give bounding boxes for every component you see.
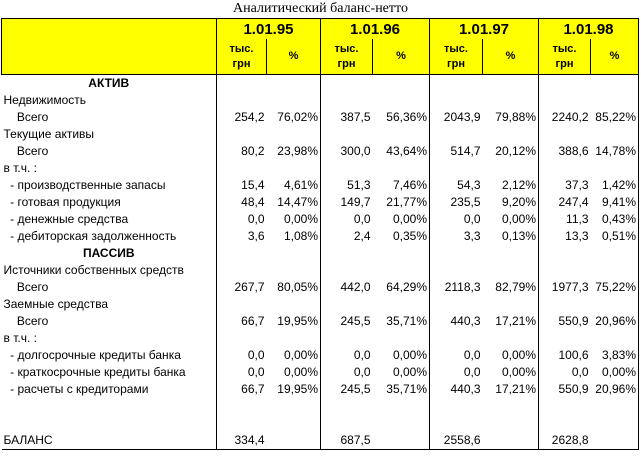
- percent-cell: 35,71%: [386, 382, 427, 396]
- percent-cell: 82,79%: [495, 280, 536, 294]
- period-header-1997: 1.01.97: [430, 19, 539, 40]
- percent-cell: [591, 398, 639, 415]
- percent-cell: 76,02%: [277, 110, 318, 124]
- amount-cell: [430, 398, 483, 415]
- percent-cell: [373, 245, 430, 262]
- amount-cell: 66,7: [217, 381, 267, 398]
- amount-cell: 0,0: [217, 211, 267, 228]
- percent-cell: [591, 415, 639, 432]
- amount-cell: 550,9: [539, 313, 591, 330]
- section-row: [2, 245, 639, 262]
- row-label: [2, 398, 217, 415]
- amount-cell: 37,3: [539, 177, 591, 194]
- amount-cell: [539, 160, 591, 177]
- amount-cell: [321, 296, 373, 313]
- percent-cell: [267, 262, 321, 279]
- table-row: [2, 126, 639, 143]
- table-row: [2, 109, 639, 126]
- amount-cell: 11,3: [539, 211, 591, 228]
- percent-cell: [483, 296, 539, 313]
- percent-cell: 2,12%: [501, 178, 536, 192]
- row-label: - производственные запасы: [3, 178, 166, 192]
- amount-cell: [539, 398, 591, 415]
- amount-cell: [539, 245, 591, 262]
- table-row: [2, 211, 639, 228]
- table-row: [2, 381, 639, 398]
- table-row: [2, 313, 639, 330]
- row-label: Всего: [3, 314, 49, 328]
- row-label: Текущие активы: [3, 127, 95, 141]
- percent-cell: 35,71%: [386, 314, 427, 328]
- percent-cell: [267, 92, 321, 109]
- unit-label-percent: %: [267, 39, 321, 75]
- row-label: [2, 415, 217, 432]
- table-row: [2, 364, 639, 381]
- amount-cell: 2628,8: [539, 432, 591, 450]
- percent-cell: 19,95%: [277, 382, 318, 396]
- amount-cell: 54,3: [430, 177, 483, 194]
- percent-cell: 17,21%: [495, 382, 536, 396]
- amount-cell: 66,7: [217, 313, 267, 330]
- amount-cell: 387,5: [321, 109, 373, 126]
- percent-cell: 14,78%: [591, 143, 639, 160]
- percent-cell: 0,00%: [501, 348, 536, 362]
- row-label: Всего: [3, 280, 49, 294]
- amount-cell: [539, 415, 591, 432]
- amount-cell: [430, 126, 483, 143]
- percent-cell: 3,83%: [591, 347, 639, 364]
- amount-cell: [321, 245, 373, 262]
- amount-cell: 0,0: [321, 347, 373, 364]
- row-label: - краткосрочные кредиты банка: [3, 365, 186, 379]
- amount-cell: 2,4: [321, 228, 373, 245]
- amount-cell: 0,0: [430, 364, 483, 381]
- amount-cell: [539, 75, 591, 93]
- percent-cell: 0,00%: [392, 365, 427, 379]
- unit-label-percent: %: [483, 39, 539, 75]
- percent-cell: 1,42%: [591, 177, 639, 194]
- amount-cell: [217, 262, 267, 279]
- percent-cell: [373, 330, 430, 347]
- unit-header-row: [2, 39, 639, 75]
- percent-cell: 9,20%: [501, 195, 536, 209]
- amount-cell: [217, 296, 267, 313]
- amount-cell: 13,3: [539, 228, 591, 245]
- row-label: БАЛАНС: [2, 432, 217, 450]
- amount-cell: 0,0: [430, 211, 483, 228]
- percent-cell: 14,47%: [277, 195, 318, 209]
- amount-cell: 334,4: [217, 432, 267, 450]
- balance-table: [1, 18, 639, 450]
- amount-cell: [217, 126, 267, 143]
- percent-cell: 0,51%: [591, 228, 639, 245]
- percent-cell: [373, 262, 430, 279]
- percent-cell: 85,22%: [591, 109, 639, 126]
- unit-label-percent: %: [373, 39, 430, 75]
- amount-cell: [321, 92, 373, 109]
- amount-cell: [321, 262, 373, 279]
- table-row: [2, 92, 639, 109]
- row-label: в т.ч. :: [3, 161, 37, 175]
- percent-cell: 0,00%: [501, 365, 536, 379]
- amount-cell: 245,5: [321, 381, 373, 398]
- percent-cell: 0,43%: [591, 211, 639, 228]
- row-label: в т.ч. :: [3, 331, 37, 345]
- unit-label-amount: тыс. грн: [430, 39, 483, 75]
- amount-cell: 2043,9: [430, 109, 483, 126]
- table-row: [2, 432, 639, 450]
- amount-cell: 15,4: [217, 177, 267, 194]
- percent-cell: 0,35%: [392, 229, 427, 243]
- amount-cell: 149,7: [321, 194, 373, 211]
- percent-cell: [591, 330, 639, 347]
- period-header-row: [2, 19, 639, 40]
- amount-cell: 80,2: [217, 143, 267, 160]
- section-heading: ПАССИВ: [82, 246, 135, 260]
- amount-cell: [217, 160, 267, 177]
- amount-cell: [321, 126, 373, 143]
- percent-cell: [373, 75, 430, 93]
- amount-cell: [321, 415, 373, 432]
- amount-cell: [217, 75, 267, 93]
- percent-cell: 0,00%: [283, 212, 318, 226]
- unit-label-percent: %: [591, 39, 639, 75]
- percent-cell: [591, 75, 639, 93]
- percent-cell: [483, 415, 539, 432]
- unit-label-amount: тыс. грн: [217, 39, 267, 75]
- amount-cell: 440,3: [430, 313, 483, 330]
- amount-cell: [430, 296, 483, 313]
- percent-cell: 0,00%: [591, 364, 639, 381]
- percent-cell: [373, 296, 430, 313]
- amount-cell: 1977,3: [539, 279, 591, 296]
- amount-cell: [217, 92, 267, 109]
- row-label: Заемные средства: [3, 297, 109, 311]
- percent-cell: 20,96%: [591, 381, 639, 398]
- percent-cell: 7,46%: [392, 178, 427, 192]
- percent-cell: 23,98%: [277, 144, 318, 158]
- amount-cell: 2240,2: [539, 109, 591, 126]
- amount-cell: [321, 160, 373, 177]
- amount-cell: [217, 398, 267, 415]
- percent-cell: 0,00%: [283, 365, 318, 379]
- percent-cell: 56,36%: [386, 110, 427, 124]
- amount-cell: 442,0: [321, 279, 373, 296]
- percent-cell: [483, 398, 539, 415]
- amount-cell: 235,5: [430, 194, 483, 211]
- percent-cell: 43,64%: [386, 144, 427, 158]
- table-row: [2, 347, 639, 364]
- percent-cell: 64,29%: [386, 280, 427, 294]
- percent-cell: [373, 160, 430, 177]
- percent-cell: [267, 296, 321, 313]
- amount-cell: 0,0: [430, 347, 483, 364]
- header-corner-bottom: [2, 39, 217, 75]
- percent-cell: [591, 126, 639, 143]
- table-row: [2, 177, 639, 194]
- percent-cell: [267, 398, 321, 415]
- amount-cell: 0,0: [217, 364, 267, 381]
- percent-cell: [483, 126, 539, 143]
- row-label: Источники собственных средств: [3, 263, 184, 277]
- amount-cell: 0,0: [539, 364, 591, 381]
- row-label: Всего: [3, 144, 49, 158]
- amount-cell: 0,0: [217, 347, 267, 364]
- row-label: - денежные средства: [3, 212, 129, 226]
- percent-cell: 4,61%: [283, 178, 318, 192]
- amount-cell: [430, 245, 483, 262]
- percent-cell: [267, 415, 321, 432]
- percent-cell: [373, 92, 430, 109]
- row-label: - долгосрочные кредиты банка: [3, 348, 181, 362]
- amount-cell: 0,0: [321, 364, 373, 381]
- percent-cell: [483, 92, 539, 109]
- table-row: [2, 143, 639, 160]
- percent-cell: 80,05%: [277, 280, 318, 294]
- amount-cell: [321, 398, 373, 415]
- period-header-1998: 1.01.98: [539, 19, 639, 40]
- amount-cell: 388,6: [539, 143, 591, 160]
- amount-cell: 267,7: [217, 279, 267, 296]
- percent-cell: 19,95%: [277, 314, 318, 328]
- section-row: [2, 75, 639, 93]
- amount-cell: 300,0: [321, 143, 373, 160]
- amount-cell: [430, 262, 483, 279]
- amount-cell: [539, 92, 591, 109]
- table-row: [2, 194, 639, 211]
- percent-cell: [591, 160, 639, 177]
- percent-cell: 20,12%: [495, 144, 536, 158]
- percent-cell: 75,22%: [591, 279, 639, 296]
- percent-cell: 0,00%: [392, 212, 427, 226]
- amount-cell: [321, 75, 373, 93]
- percent-cell: 0,00%: [283, 348, 318, 362]
- percent-cell: [267, 75, 321, 93]
- percent-cell: [373, 432, 430, 450]
- table-row: [2, 398, 639, 415]
- percent-cell: 17,21%: [495, 314, 536, 328]
- percent-cell: [373, 415, 430, 432]
- amount-cell: 100,6: [539, 347, 591, 364]
- table-row: [2, 415, 639, 432]
- amount-cell: 2558,6: [430, 432, 483, 450]
- amount-cell: [217, 245, 267, 262]
- amount-cell: [539, 296, 591, 313]
- amount-cell: 440,3: [430, 381, 483, 398]
- percent-cell: [373, 126, 430, 143]
- percent-cell: [267, 432, 321, 450]
- percent-cell: [591, 432, 639, 450]
- percent-cell: [591, 296, 639, 313]
- amount-cell: 550,9: [539, 381, 591, 398]
- percent-cell: [483, 75, 539, 93]
- percent-cell: [591, 92, 639, 109]
- percent-cell: 79,88%: [495, 110, 536, 124]
- percent-cell: [267, 245, 321, 262]
- percent-cell: 20,96%: [591, 313, 639, 330]
- amount-cell: [217, 415, 267, 432]
- percent-cell: [267, 126, 321, 143]
- amount-cell: 2118,3: [430, 279, 483, 296]
- table-row: [2, 262, 639, 279]
- amount-cell: [430, 92, 483, 109]
- amount-cell: 687,5: [321, 432, 373, 450]
- unit-label-amount: тыс. грн: [321, 39, 373, 75]
- table-title: Аналитический баланс-нетто: [233, 1, 408, 16]
- percent-cell: [267, 330, 321, 347]
- percent-cell: [483, 330, 539, 347]
- amount-cell: [539, 126, 591, 143]
- amount-cell: 254,2: [217, 109, 267, 126]
- amount-cell: [539, 330, 591, 347]
- amount-cell: [430, 160, 483, 177]
- amount-cell: 247,4: [539, 194, 591, 211]
- amount-cell: 3,6: [217, 228, 267, 245]
- percent-cell: [267, 160, 321, 177]
- amount-cell: 514,7: [430, 143, 483, 160]
- amount-cell: [217, 330, 267, 347]
- table-row: [2, 228, 639, 245]
- row-label: - расчеты с кредиторами: [3, 382, 149, 396]
- row-label: - дебиторская задолженность: [3, 229, 177, 243]
- percent-cell: 9,41%: [591, 194, 639, 211]
- percent-cell: 21,77%: [386, 195, 427, 209]
- percent-cell: [483, 160, 539, 177]
- table-row: [2, 330, 639, 347]
- unit-label-amount: тыс. грн: [539, 39, 591, 75]
- amount-cell: [321, 330, 373, 347]
- percent-cell: [591, 245, 639, 262]
- row-label: Всего: [3, 110, 49, 124]
- percent-cell: [373, 398, 430, 415]
- table-row: [2, 296, 639, 313]
- percent-cell: [483, 432, 539, 450]
- percent-cell: 0,00%: [501, 212, 536, 226]
- amount-cell: [430, 330, 483, 347]
- amount-cell: 3,3: [430, 228, 483, 245]
- percent-cell: 0,13%: [501, 229, 536, 243]
- period-header-1996: 1.01.96: [321, 19, 430, 40]
- row-label: Недвижимость: [3, 93, 87, 107]
- amount-cell: 245,5: [321, 313, 373, 330]
- percent-cell: [483, 262, 539, 279]
- table-row: [2, 160, 639, 177]
- table-row: [2, 279, 639, 296]
- row-label: - готовая продукция: [3, 195, 121, 209]
- amount-cell: 48,4: [217, 194, 267, 211]
- period-header-1995: 1.01.95: [217, 19, 321, 40]
- section-heading: АКТИВ: [88, 76, 130, 90]
- amount-cell: 51,3: [321, 177, 373, 194]
- amount-cell: [539, 262, 591, 279]
- amount-cell: [430, 415, 483, 432]
- amount-cell: [430, 75, 483, 93]
- percent-cell: [591, 262, 639, 279]
- percent-cell: [483, 245, 539, 262]
- percent-cell: 1,08%: [283, 229, 318, 243]
- header-corner: [2, 19, 217, 40]
- percent-cell: 0,00%: [392, 348, 427, 362]
- amount-cell: 0,0: [321, 211, 373, 228]
